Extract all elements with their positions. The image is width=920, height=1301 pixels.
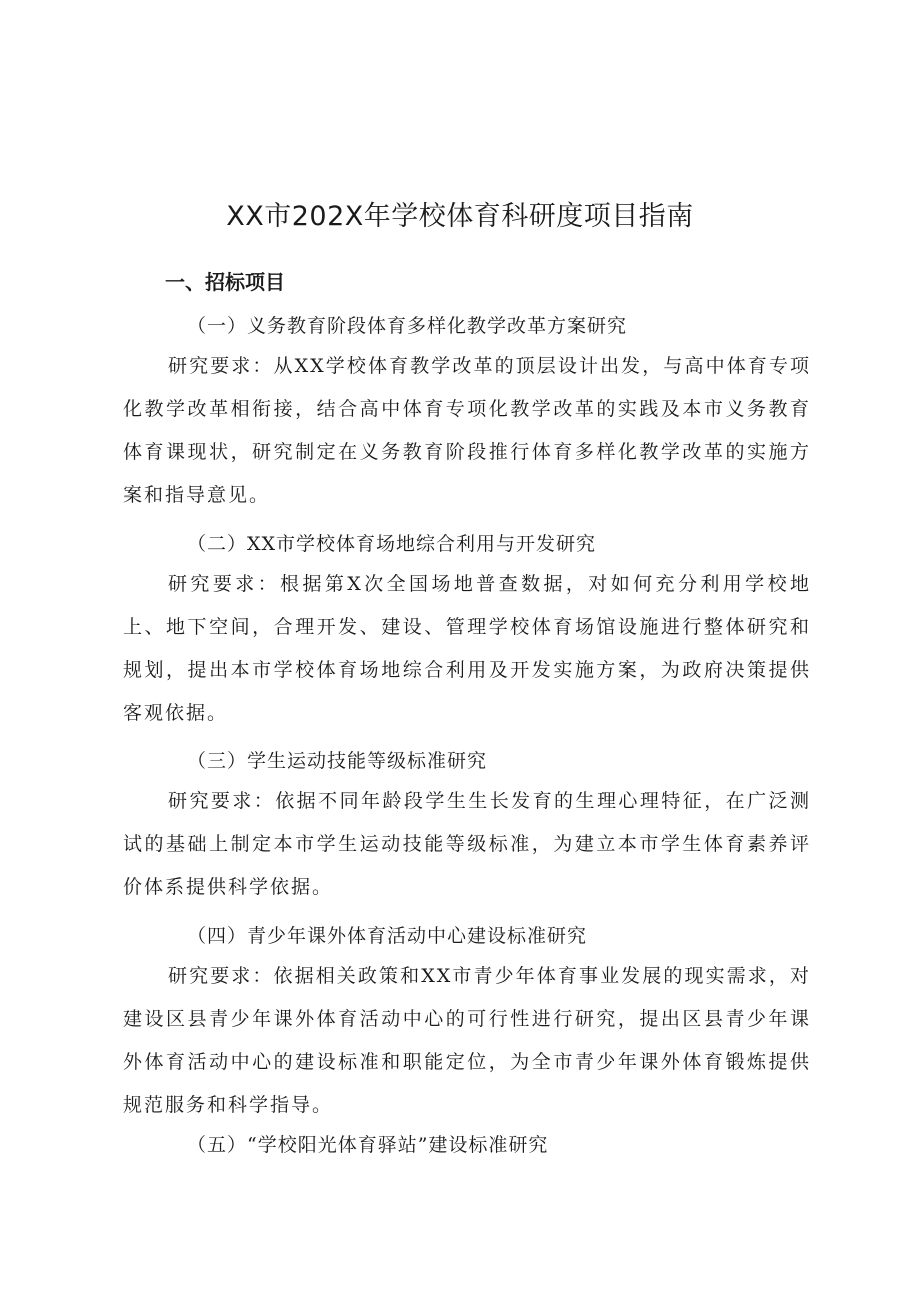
item-4-subtitle: （四）青少年课外体育活动中心建设标准研究 bbox=[187, 925, 588, 947]
document-title: XX市202X年学校体育科研度项目指南 bbox=[226, 201, 694, 232]
item-2-subtitle: （二）XX市学校体育场地综合利用与开发研究 bbox=[187, 533, 597, 555]
section-heading: 一、招标项目 bbox=[165, 270, 285, 294]
item-2-requirement: 研究要求：根据第X次全国场地普查数据，对如何充分利用学校地上、地下空间，合理开发、建设、管理学校体育场馆设施进行整体研究和规划，提出本市学校体育场地综合利用及开发实施方案，为政府决策提供客观依据。 bbox=[123, 573, 811, 724]
item-3-requirement: 研究要求：依据不同年龄段学生生长发育的生理心理特征，在广泛测试的基础上制定本市学生运动技能等级标准，为建立本市学生体育素养评价体系提供科学依据。 bbox=[123, 790, 811, 898]
item-3-subtitle: （三）学生运动技能等级标准研究 bbox=[187, 750, 488, 772]
item-1-requirement: 研究要求：从XX学校体育教学改革的顶层设计出发，与高中体育专项化教学改革相衔接，结合高中体育专项化教学改革的实践及本市义务教育体育课现状，研究制定在义务教育阶段推行体育多样化教学改革的实施方案和指导意见。 bbox=[123, 355, 811, 506]
item-5-subtitle: （五）“学校阳光体育驿站”建设标准研究 bbox=[187, 1134, 549, 1156]
item-1-subtitle: （一）义务教育阶段体育多样化教学改革方案研究 bbox=[187, 315, 628, 337]
item-4-requirement: 研究要求：依据相关政策和XX市青少年体育事业发展的现实需求，对建设区县青少年课外体育活动中心的可行性进行研究，提出区县青少年课外体育活动中心的建设标准和职能定位，为全市青少年课外体育锻炼提供规范服务和科学指导。 bbox=[123, 965, 811, 1116]
